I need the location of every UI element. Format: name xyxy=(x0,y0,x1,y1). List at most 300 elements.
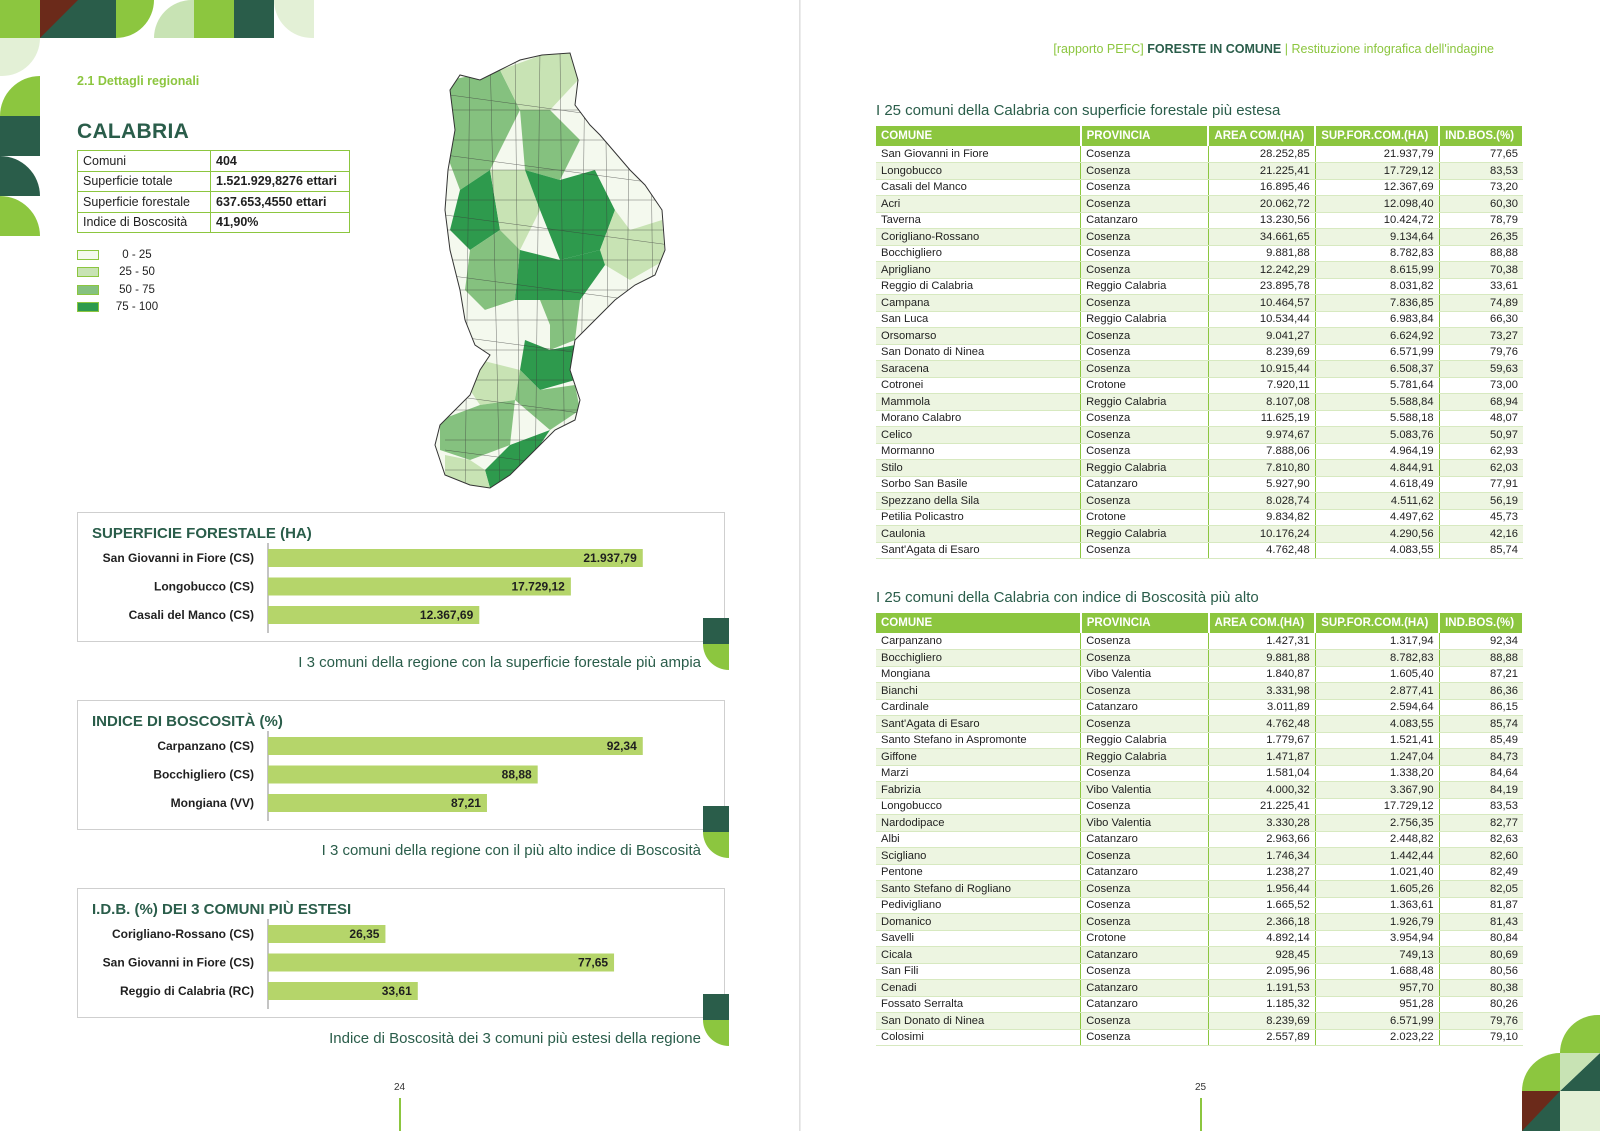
table-cell: 12.098,40 xyxy=(1315,196,1439,213)
table-cell: Savelli xyxy=(876,930,1081,947)
table-cell: Cosenza xyxy=(1081,163,1209,180)
table-cell: Crotone xyxy=(1081,509,1209,526)
table-cell: 88,88 xyxy=(1439,650,1523,667)
section-number: 2.1 xyxy=(77,74,95,88)
table-cell: 1.581,04 xyxy=(1209,765,1316,782)
table-cell: 5.588,18 xyxy=(1315,410,1439,427)
table-row xyxy=(876,146,1523,163)
table-cell: Pentone xyxy=(876,864,1081,881)
table-cell: 6.624,92 xyxy=(1315,328,1439,345)
summary-row xyxy=(78,171,350,192)
table-cell: 4.000,32 xyxy=(1209,782,1316,799)
table-cell: 83,53 xyxy=(1439,163,1523,180)
summary-value: 404 xyxy=(211,151,350,172)
table-cell: 8.782,83 xyxy=(1315,650,1439,667)
chart-caption: I 3 comuni della regione con la superficie forestale più ampia xyxy=(298,654,701,671)
table-cell: Cosenza xyxy=(1081,328,1209,345)
table-cell: 12.367,69 xyxy=(1315,179,1439,196)
table-cell: 1.521,41 xyxy=(1315,732,1439,749)
table-cell: 951,28 xyxy=(1315,996,1439,1013)
table-cell: Reggio Calabria xyxy=(1081,311,1209,328)
table-cell: 2.756,35 xyxy=(1315,815,1439,832)
table-cell: Taverna xyxy=(876,212,1081,229)
table-cell: 34.661,65 xyxy=(1208,229,1315,246)
table-cell: Cosenza xyxy=(1081,542,1209,559)
table-cell: 62,93 xyxy=(1439,443,1523,460)
table-cell: Mammola xyxy=(876,394,1081,411)
table-cell: Casali del Manco xyxy=(876,179,1081,196)
table-cell: 11.625,19 xyxy=(1208,410,1315,427)
table-cell: Cosenza xyxy=(1081,650,1209,667)
table-cell: Cosenza xyxy=(1081,295,1209,312)
table-cell: 28.252,85 xyxy=(1208,146,1315,163)
column-header: PROVINCIA xyxy=(1081,126,1209,146)
table-row xyxy=(876,328,1523,345)
table-row xyxy=(876,1013,1523,1030)
table-cell: 10.464,57 xyxy=(1208,295,1315,312)
table-cell: Crotone xyxy=(1081,930,1209,947)
table-cell: 8.239,69 xyxy=(1208,344,1315,361)
summary-value: 637.653,4550 ettari xyxy=(211,192,350,213)
table-cell: San Luca xyxy=(876,311,1081,328)
bar-value-label: 33,61 xyxy=(381,984,412,998)
summary-row xyxy=(78,192,350,213)
table-cell: Cosenza xyxy=(1081,1013,1209,1030)
table-cell: 73,20 xyxy=(1439,179,1523,196)
table-cell: 86,15 xyxy=(1439,699,1523,716)
table-cell: 7.836,85 xyxy=(1315,295,1439,312)
table-cell: Reggio Calabria xyxy=(1081,278,1209,295)
table-cell: 6.508,37 xyxy=(1315,361,1439,378)
table-cell: 8.615,99 xyxy=(1315,262,1439,279)
bar-value-label: 88,88 xyxy=(501,767,532,782)
table-cell: 21.937,79 xyxy=(1315,146,1439,163)
table-row xyxy=(876,699,1523,716)
map-legend xyxy=(77,246,167,316)
table-cell: Cosenza xyxy=(1081,765,1209,782)
bar-value-label: 17.729,12 xyxy=(511,579,565,594)
table-cell: Reggio Calabria xyxy=(1081,749,1209,766)
bar-value-label: 26,35 xyxy=(349,927,380,941)
table-cell: 1.427,31 xyxy=(1209,633,1316,650)
table-cell: Catanzaro xyxy=(1081,212,1209,229)
page-number: 24 xyxy=(394,1082,406,1093)
table-cell: Domanico xyxy=(876,914,1081,931)
table-row xyxy=(876,212,1523,229)
table-cell: 92,34 xyxy=(1439,633,1523,650)
table-row xyxy=(876,980,1523,997)
bar-value-label: 21.937,79 xyxy=(583,551,637,565)
chart-forest-area-plot xyxy=(78,513,726,643)
table-row xyxy=(876,749,1523,766)
table-cell: 79,10 xyxy=(1439,1029,1523,1046)
table-cell: 749,13 xyxy=(1315,947,1439,964)
book-spine xyxy=(799,0,801,1131)
table-cell: Mongiana xyxy=(876,666,1081,683)
region-title: CALABRIA xyxy=(77,120,190,143)
table-cell: 82,49 xyxy=(1439,864,1523,881)
table-cell: Cosenza xyxy=(1081,633,1209,650)
table-cell: 4.290,56 xyxy=(1315,526,1439,543)
table-cell: Cosenza xyxy=(1081,493,1209,510)
table-cell: 73,00 xyxy=(1439,377,1523,394)
table-row xyxy=(876,963,1523,980)
table-cell: Mormanno xyxy=(876,443,1081,460)
running-head xyxy=(1053,42,1494,56)
table-row xyxy=(876,815,1523,832)
summary-key: Indice di Boscosità xyxy=(78,212,211,233)
table-cell: 1.191,53 xyxy=(1209,980,1316,997)
table-cell: 82,77 xyxy=(1439,815,1523,832)
table-cell: 48,07 xyxy=(1439,410,1523,427)
table-cell: 8.107,08 xyxy=(1208,394,1315,411)
table-cell: Petilia Policastro xyxy=(876,509,1081,526)
table-cell: 82,05 xyxy=(1439,881,1523,898)
table-cell: 957,70 xyxy=(1315,980,1439,997)
table-cell: Aprigliano xyxy=(876,262,1081,279)
table-cell: 6.571,99 xyxy=(1315,344,1439,361)
table-cell: 83,53 xyxy=(1439,798,1523,815)
table-cell: Sorbo San Basile xyxy=(876,476,1081,493)
chart-title: I.D.B. (%) DEI 3 COMUNI PIÙ ESTESI xyxy=(92,901,352,918)
table-cell: Cosenza xyxy=(1081,881,1209,898)
table-cell: San Donato di Ninea xyxy=(876,344,1081,361)
column-header: COMUNE xyxy=(876,613,1081,633)
table-cell: 77,65 xyxy=(1439,146,1523,163)
table-cell: 1.926,79 xyxy=(1315,914,1439,931)
table-row xyxy=(876,881,1523,898)
table-cell: 82,60 xyxy=(1439,848,1523,865)
table-cell: Cosenza xyxy=(1081,229,1209,246)
table-cell: Reggio Calabria xyxy=(1081,526,1209,543)
bar-category-label: Carpanzano (CS) xyxy=(157,739,254,753)
table-cell: Scigliano xyxy=(876,848,1081,865)
table-cell: Fossato Serralta xyxy=(876,996,1081,1013)
table-cell: 928,45 xyxy=(1209,947,1316,964)
table-cell: 3.330,28 xyxy=(1209,815,1316,832)
table-cell: 4.844,91 xyxy=(1315,460,1439,477)
table-cell: 1.247,04 xyxy=(1315,749,1439,766)
table-highest-wood-index xyxy=(876,613,1524,1046)
table-cell: 16.895,46 xyxy=(1208,179,1315,196)
table-cell: 66,30 xyxy=(1439,311,1523,328)
corner-square-decoration xyxy=(703,618,729,644)
table-cell: Cosenza xyxy=(1081,262,1209,279)
table-cell: Cicala xyxy=(876,947,1081,964)
decorative-pattern-top xyxy=(0,0,320,38)
table-cell: 1.363,61 xyxy=(1315,897,1439,914)
table-cell: 3.011,89 xyxy=(1209,699,1316,716)
table-cell: Cosenza xyxy=(1081,410,1209,427)
table-row xyxy=(876,295,1523,312)
table-cell: 33,61 xyxy=(1439,278,1523,295)
table-cell: Bocchigliero xyxy=(876,245,1081,262)
table-row xyxy=(876,848,1523,865)
table-cell: 80,84 xyxy=(1439,930,1523,947)
table-cell: Vibo Valentia xyxy=(1081,782,1209,799)
bar-category-label: San Giovanni in Fiore (CS) xyxy=(102,551,254,565)
table-row xyxy=(876,798,1523,815)
left-page xyxy=(0,0,799,1131)
table-cell: 1.185,32 xyxy=(1209,996,1316,1013)
bar-category-label: Casali del Manco (CS) xyxy=(128,608,254,622)
table-row xyxy=(876,196,1523,213)
table-cell: Catanzaro xyxy=(1081,864,1209,881)
table-row xyxy=(876,262,1523,279)
table-row xyxy=(876,410,1523,427)
table-cell: Santo Stefano di Rogliano xyxy=(876,881,1081,898)
table-cell: 79,76 xyxy=(1439,1013,1523,1030)
table-cell: 7.920,11 xyxy=(1208,377,1315,394)
table-cell: Orsomarso xyxy=(876,328,1081,345)
chart-wood-index xyxy=(77,700,725,830)
legend-item xyxy=(77,246,167,264)
table-row xyxy=(876,996,1523,1013)
table-row xyxy=(876,476,1523,493)
decorative-pattern-side xyxy=(0,38,40,238)
table-cell: Cosenza xyxy=(1081,798,1209,815)
table-cell: Carpanzano xyxy=(876,633,1081,650)
bar-category-label: San Giovanni in Fiore (CS) xyxy=(102,955,254,970)
table-cell: 1.665,52 xyxy=(1209,897,1316,914)
table-cell: 4.762,48 xyxy=(1208,542,1315,559)
table-cell: Giffone xyxy=(876,749,1081,766)
table-cell: Catanzaro xyxy=(1081,831,1209,848)
legend-label: 0 - 25 xyxy=(122,248,152,261)
table-cell: Reggio Calabria xyxy=(1081,394,1209,411)
table-cell: 21.225,41 xyxy=(1209,798,1316,815)
table-cell: 5.083,76 xyxy=(1315,427,1439,444)
calabria-forest-map xyxy=(430,50,690,500)
bar xyxy=(268,737,643,755)
table-cell: 2.023,22 xyxy=(1315,1029,1439,1046)
table-cell: 4.511,62 xyxy=(1315,493,1439,510)
table-cell: Fabrizia xyxy=(876,782,1081,799)
table-cell: Sant'Agata di Esaro xyxy=(876,716,1081,733)
table-row xyxy=(876,245,1523,262)
table-cell: 1.471,87 xyxy=(1209,749,1316,766)
table-cell: Cosenza xyxy=(1081,897,1209,914)
table-cell: Cosenza xyxy=(1081,245,1209,262)
table-row xyxy=(876,930,1523,947)
table-cell: 5.781,64 xyxy=(1315,377,1439,394)
table-row xyxy=(876,633,1523,650)
page-number-tick xyxy=(399,1098,401,1131)
table-cell: Pedivigliano xyxy=(876,897,1081,914)
table-row xyxy=(876,460,1523,477)
table-cell: Stilo xyxy=(876,460,1081,477)
summary-key: Comuni xyxy=(78,151,211,172)
table-cell: 85,74 xyxy=(1439,716,1523,733)
table-row xyxy=(876,163,1523,180)
table-cell: 59,63 xyxy=(1439,361,1523,378)
table-cell: Marzi xyxy=(876,765,1081,782)
chart-caption: I 3 comuni della regione con il più alto indice di Boscosità xyxy=(321,842,701,859)
table-cell: 8.239,69 xyxy=(1209,1013,1316,1030)
table-cell: 45,73 xyxy=(1439,509,1523,526)
chart-wood-index-plot xyxy=(78,701,726,831)
table-cell: 81,43 xyxy=(1439,914,1523,931)
table-cell: 56,19 xyxy=(1439,493,1523,510)
table-cell: 4.964,19 xyxy=(1315,443,1439,460)
running-head-subtitle: | Restituzione infografica dell'indagine xyxy=(1284,42,1494,56)
table-cell: 17.729,12 xyxy=(1315,163,1439,180)
bar-value-label: 92,34 xyxy=(606,739,637,753)
table-row xyxy=(876,765,1523,782)
table-row xyxy=(876,864,1523,881)
table-row xyxy=(876,229,1523,246)
table-cell: 1.779,67 xyxy=(1209,732,1316,749)
column-header: AREA COM.(HA) xyxy=(1209,613,1316,633)
table-cell: 1.317,94 xyxy=(1315,633,1439,650)
table-cell: 2.557,89 xyxy=(1209,1029,1316,1046)
table-cell: 87,21 xyxy=(1439,666,1523,683)
table-cell: Cosenza xyxy=(1081,146,1209,163)
table-cell: Cosenza xyxy=(1081,848,1209,865)
table-cell: Catanzaro xyxy=(1081,476,1209,493)
table-row xyxy=(876,526,1523,543)
legend-swatch xyxy=(77,250,99,260)
table-cell: Cosenza xyxy=(1081,683,1209,700)
table-row xyxy=(876,782,1523,799)
summary-row xyxy=(78,212,350,233)
table-cell: 84,19 xyxy=(1439,782,1523,799)
table2-title: I 25 comuni della Calabria con indice di Boscosità più alto xyxy=(876,589,1259,606)
table-cell: 8.782,83 xyxy=(1315,245,1439,262)
table-cell: 78,79 xyxy=(1439,212,1523,229)
legend-label: 75 - 100 xyxy=(115,301,159,314)
table-cell: Cosenza xyxy=(1081,914,1209,931)
column-header: IND.BOS.(%) xyxy=(1439,126,1523,146)
table-cell: 20.062,72 xyxy=(1208,196,1315,213)
table-cell: Colosimi xyxy=(876,1029,1081,1046)
bar-category-label: Reggio di Calabria (RC) xyxy=(119,984,254,998)
table-cell: 84,64 xyxy=(1439,765,1523,782)
column-header: IND.BOS.(%) xyxy=(1439,613,1523,633)
summary-value: 1.521.929,8276 ettari xyxy=(211,171,350,192)
legend-swatch xyxy=(77,267,99,277)
table-cell: Spezzano della Sila xyxy=(876,493,1081,510)
table-cell: 13.230,56 xyxy=(1208,212,1315,229)
table-row xyxy=(876,361,1523,378)
legend-label: 25 - 50 xyxy=(119,266,155,279)
table-cell: 60,30 xyxy=(1439,196,1523,213)
table-cell: Reggio di Calabria xyxy=(876,278,1081,295)
table-cell: Celico xyxy=(876,427,1081,444)
table-cell: Caulonia xyxy=(876,526,1081,543)
table-row xyxy=(876,278,1523,295)
table-cell: 2.877,41 xyxy=(1315,683,1439,700)
table-cell: Saracena xyxy=(876,361,1081,378)
table-row xyxy=(876,443,1523,460)
table-cell: Cosenza xyxy=(1081,179,1209,196)
table-cell: 10.176,24 xyxy=(1208,526,1315,543)
table-cell: San Giovanni in Fiore xyxy=(876,146,1081,163)
table-row xyxy=(876,311,1523,328)
table-row xyxy=(876,394,1523,411)
table-cell: 1.746,34 xyxy=(1209,848,1316,865)
table-cell: 81,87 xyxy=(1439,897,1523,914)
table-cell: Catanzaro xyxy=(1081,996,1209,1013)
table-row xyxy=(876,947,1523,964)
table-cell: 1.021,40 xyxy=(1315,864,1439,881)
bar-category-label: Corigliano-Rossano (CS) xyxy=(111,927,254,941)
table-cell: 1.442,44 xyxy=(1315,848,1439,865)
bar-category-label: Mongiana (VV) xyxy=(170,796,254,810)
table-cell: Cotronei xyxy=(876,377,1081,394)
table-cell: San Fili xyxy=(876,963,1081,980)
column-header: AREA COM.(HA) xyxy=(1208,126,1315,146)
table-cell: 9.881,88 xyxy=(1208,245,1315,262)
table-cell: 62,03 xyxy=(1439,460,1523,477)
bar-value-label: 87,21 xyxy=(450,796,481,810)
table-cell: 8.031,82 xyxy=(1315,278,1439,295)
table-cell: Corigliano-Rossano xyxy=(876,229,1081,246)
table-cell: 68,94 xyxy=(1439,394,1523,411)
page-number: 25 xyxy=(1195,1082,1207,1093)
table-row xyxy=(876,650,1523,667)
table-cell: 2.366,18 xyxy=(1209,914,1316,931)
bar-category-label: Longobucco (CS) xyxy=(154,579,254,594)
table-cell: 9.041,27 xyxy=(1208,328,1315,345)
table-cell: 74,89 xyxy=(1439,295,1523,312)
table-cell: 5.588,84 xyxy=(1315,394,1439,411)
table-cell: 2.448,82 xyxy=(1315,831,1439,848)
table-cell: 10.915,44 xyxy=(1208,361,1315,378)
table-cell: 1.338,20 xyxy=(1315,765,1439,782)
bar-value-label: 12.367,69 xyxy=(419,608,474,622)
table-row xyxy=(876,666,1523,683)
decorative-pattern-bottom xyxy=(1522,1015,1600,1131)
table-cell: 2.594,64 xyxy=(1315,699,1439,716)
table1-title: I 25 comuni della Calabria con superficie forestale più estesa xyxy=(876,102,1281,119)
table-cell: Bocchigliero xyxy=(876,650,1081,667)
table-cell: Sant'Agata di Esaro xyxy=(876,542,1081,559)
table-cell: 9.881,88 xyxy=(1209,650,1316,667)
column-header: SUP.FOR.COM.(HA) xyxy=(1315,126,1439,146)
table-cell: 17.729,12 xyxy=(1315,798,1439,815)
table-cell: 9.134,64 xyxy=(1315,229,1439,246)
table-row xyxy=(876,683,1523,700)
summary-row xyxy=(78,151,350,172)
legend-item xyxy=(77,299,167,317)
table-cell: Catanzaro xyxy=(1081,947,1209,964)
chart-idb-largest xyxy=(77,888,725,1018)
summary-key: Superficie totale xyxy=(78,171,211,192)
table-cell: 10.534,44 xyxy=(1208,311,1315,328)
table-cell: Cosenza xyxy=(1081,427,1209,444)
table-row xyxy=(876,344,1523,361)
table-cell: 5.927,90 xyxy=(1208,476,1315,493)
corner-square-decoration xyxy=(703,994,729,1020)
table-row xyxy=(876,732,1523,749)
table-cell: 9.834,82 xyxy=(1208,509,1315,526)
table-cell: Campana xyxy=(876,295,1081,312)
table-cell: Cosenza xyxy=(1081,344,1209,361)
table-cell: 4.497,62 xyxy=(1315,509,1439,526)
table-cell: 3.954,94 xyxy=(1315,930,1439,947)
legend-item xyxy=(77,281,167,299)
running-head-title: FORESTE IN COMUNE xyxy=(1147,42,1282,56)
table-row xyxy=(876,377,1523,394)
table-row xyxy=(876,179,1523,196)
summary-key: Superficie forestale xyxy=(78,192,211,213)
table-cell: 42,16 xyxy=(1439,526,1523,543)
bar xyxy=(268,954,614,972)
page-number-tick xyxy=(1200,1098,1202,1131)
table-cell: Vibo Valentia xyxy=(1081,666,1209,683)
table-cell: 23.895,78 xyxy=(1208,278,1315,295)
